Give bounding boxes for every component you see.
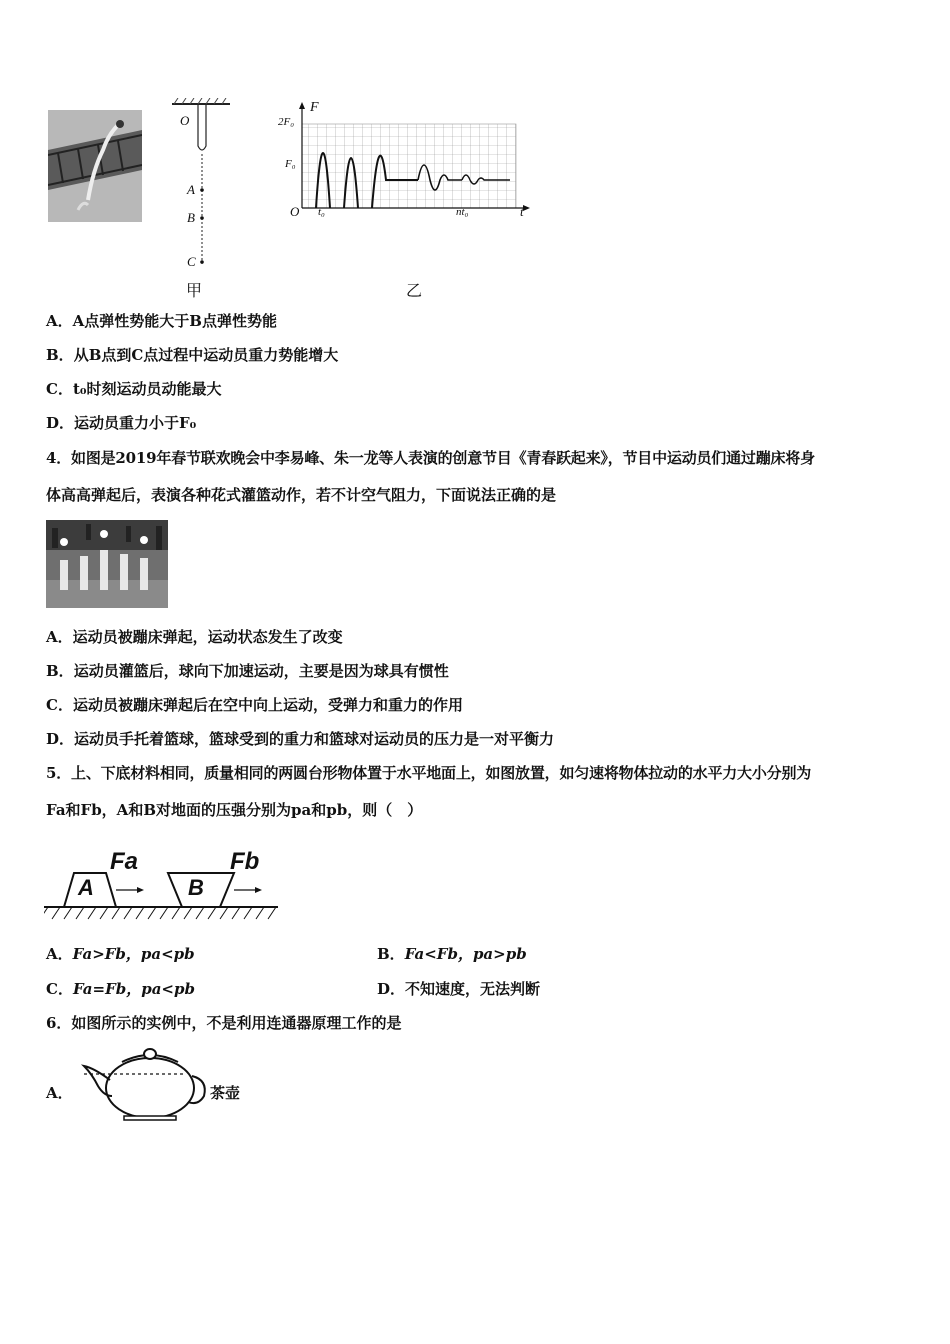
force-label-fa-text: Fa <box>110 848 139 875</box>
option-letter: D． <box>377 980 406 998</box>
option-letter: A． <box>46 628 73 646</box>
option-text: 运动员被蹦床弹起后在空中向上运动，受弹力和重力的作用 <box>72 696 463 714</box>
q6-option-a-letter[interactable]: A． <box>46 1084 73 1102</box>
q3-option-d[interactable] <box>46 413 196 433</box>
q6-stem: 6．如图所示的实例中，不是利用连通器原理工作的是 <box>46 1014 402 1032</box>
bungee-rope-diagram <box>168 98 238 270</box>
option-letter: D． <box>46 414 75 432</box>
axis-label-f: F <box>310 100 319 115</box>
q4-stem-line1: 4．如图是2019年春节联欢晚会中李易峰、朱一龙等人表演的创意节目《青春跃起来》，节目中运动员们通过蹦床将身 <box>46 449 815 467</box>
q4-stem-line2: 体高高弹起后，表演各种花式灌篮动作，若不计空气阻力，下面说法正确的是 <box>46 486 557 504</box>
tick-f0: F₀ <box>285 158 296 170</box>
force-label-fa <box>110 848 138 876</box>
q3-option-a[interactable] <box>46 311 277 331</box>
option-letter: A． <box>46 312 73 330</box>
trampoline-photo <box>48 110 142 222</box>
option-letter: B． <box>377 945 405 963</box>
option-text: 从B点到C点过程中运动员重力势能增大 <box>73 346 339 364</box>
q3-option-b[interactable] <box>46 345 338 365</box>
q4-option-b[interactable] <box>46 661 449 681</box>
axis-label-t: t <box>520 204 524 219</box>
tick-nt0: nt₀ <box>456 206 469 218</box>
option-text: Fa<Fb，pa>pb <box>404 945 527 963</box>
option-letter: C． <box>46 696 73 714</box>
gala-photo <box>46 520 168 608</box>
option-letter: C． <box>46 980 73 998</box>
q4-option-c[interactable] <box>46 695 463 715</box>
option-letter: C． <box>46 380 73 398</box>
tick-2f0: 2F₀ <box>278 116 295 128</box>
option-text: 运动员被蹦床弹起，运动状态发生了改变 <box>72 628 343 646</box>
q5-option-c[interactable] <box>46 979 195 999</box>
force-label-fb-text: Fb <box>230 848 260 875</box>
q5-stem-line1: 5．上、下底材料相同，质量相同的两圆台形物体置于水平地面上，如图放置，如匀速将物体拉动的水平力大小分别为 <box>46 764 812 782</box>
option-letter: D． <box>46 730 75 748</box>
figure-caption-right: 乙 <box>406 281 423 300</box>
point-label-a: A <box>187 182 195 197</box>
figure-caption-left: 甲 <box>186 281 203 300</box>
block-label-a: A <box>78 875 94 900</box>
q5-option-b[interactable] <box>377 944 527 964</box>
q4-option-a[interactable] <box>46 627 343 647</box>
q5-option-a[interactable] <box>46 944 195 964</box>
option-text: t₀时刻运动员动能最大 <box>72 380 222 398</box>
tick-t0: t₀ <box>318 206 325 218</box>
block-label-b: B <box>188 875 204 900</box>
force-time-graph <box>272 100 532 220</box>
q6-option-a-label: 茶壶 <box>210 1084 241 1102</box>
point-label-b: B <box>187 210 195 225</box>
origin-label: O <box>290 204 300 219</box>
option-text: A点弹性势能大于B点弹性势能 <box>72 312 277 330</box>
option-text: 不知速度，无法判断 <box>405 980 541 998</box>
option-text: 运动员手托着篮球，篮球受到的重力和篮球对运动员的压力是一对平衡力 <box>74 730 555 748</box>
q5-stem-line2: Fa和Fb，A和B对地面的压强分别为pa和pb，则（ ） <box>46 801 423 819</box>
option-text: 运动员重力小于F₀ <box>74 414 197 432</box>
option-text: 运动员灌篮后，球向下加速运动，主要是因为球具有惯性 <box>73 662 449 680</box>
teapot-icon <box>80 1040 210 1124</box>
option-letter: B． <box>46 662 74 680</box>
point-label-c: C <box>187 254 196 269</box>
force-label-fb <box>230 848 259 876</box>
point-label-o: O <box>180 113 190 128</box>
option-letter: B． <box>46 346 74 364</box>
option-text: Fa=Fb，pa<pb <box>72 980 195 998</box>
q3-option-c[interactable] <box>46 379 221 399</box>
option-text: Fa>Fb，pa<pb <box>72 945 195 963</box>
q5-option-d[interactable] <box>377 979 540 999</box>
q4-option-d[interactable] <box>46 729 554 749</box>
option-letter: A． <box>46 945 73 963</box>
